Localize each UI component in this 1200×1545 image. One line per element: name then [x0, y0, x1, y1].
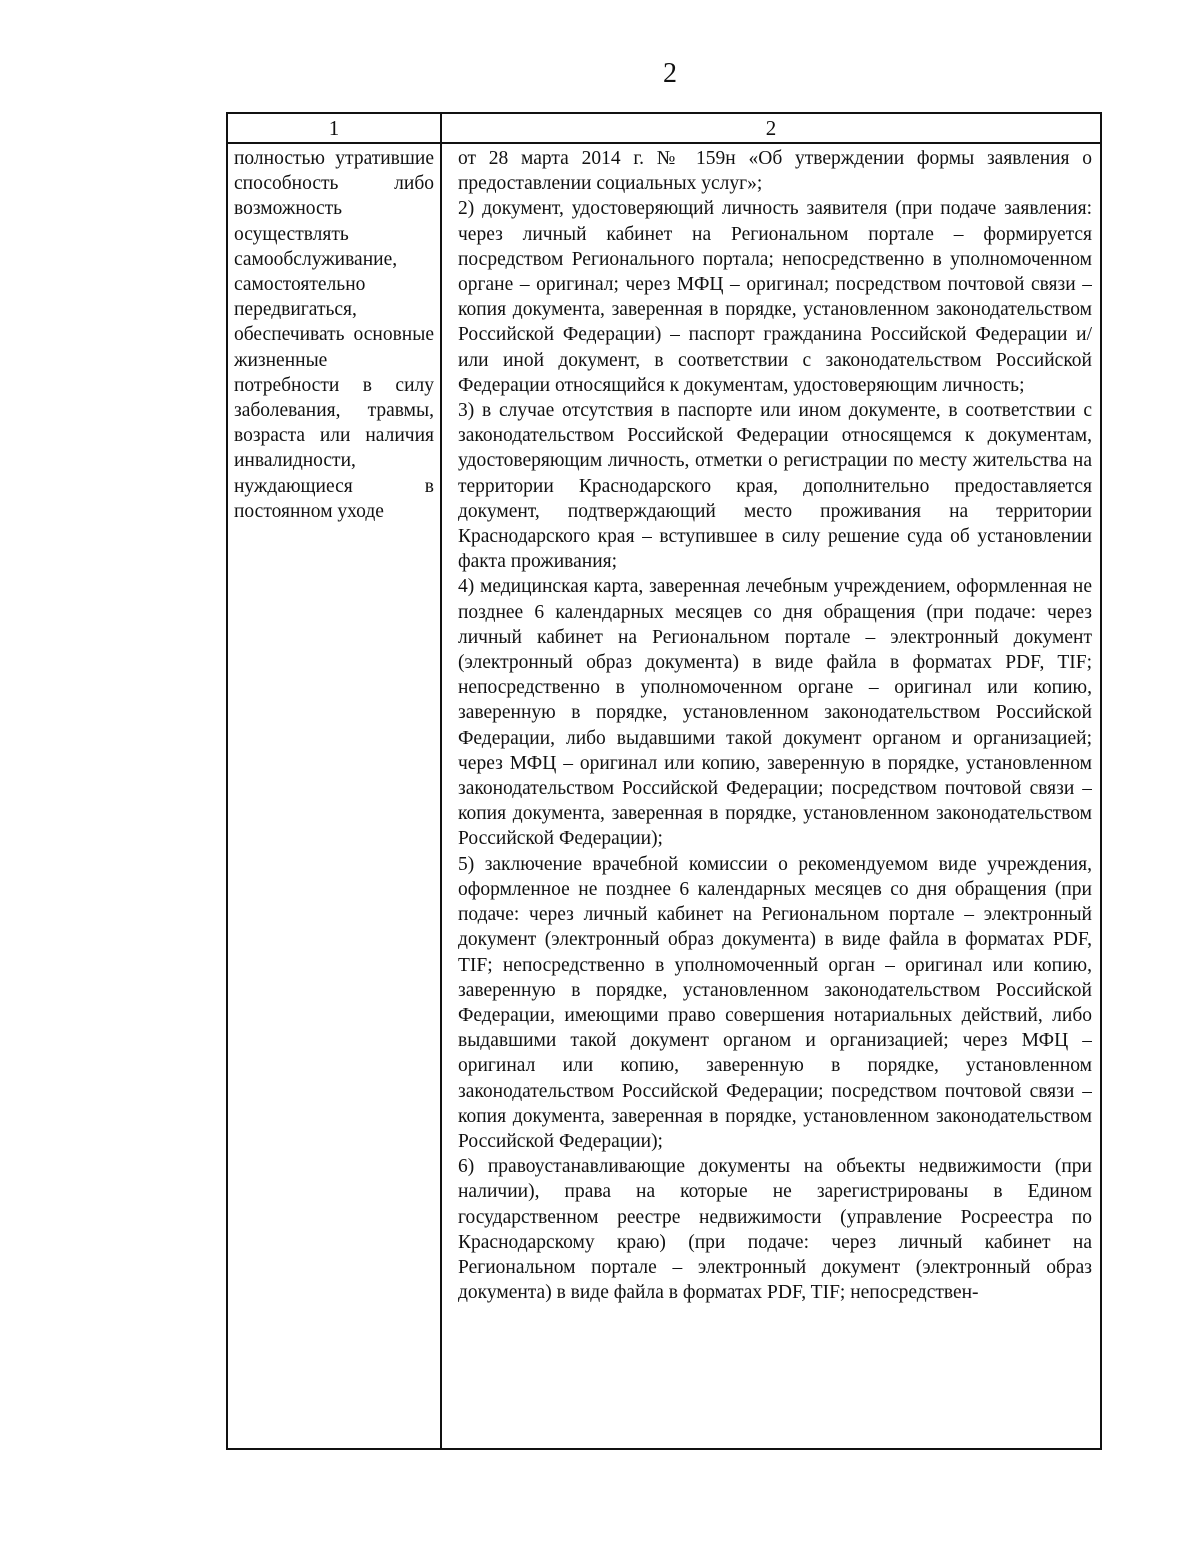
documents-list	[458, 146, 1092, 1448]
category-cell	[227, 143, 441, 1449]
documents-paragraph: 2) документ, удостоверяющий личность заявителя (при подаче заявления: через личный кабинет на Региональном портале – формируется посредством Регионального портала; непосредственно в уполномоченном органе – оригинал; через МФЦ – оригинал; посредством почтовой связи – копия документа, заверенная в порядке, установленном законодательством Российской Федерации) – паспорт гражданина Российской Федерации и/или иной документ, в соответствии с законодательством Российской Федерации относящийся к документам, удостоверяющим личность;	[458, 198, 1092, 396]
documents-paragraph: 4) медицинская карта, заверенная лечебным учреждением, оформленная не позднее 6 календарных месяцев со дня обращения (при подаче: через личный кабинет на Региональном портале – электронный документ (электронный образ документа) в виде файла в форматах PDF, TIF; непосредственно в уполномоченном органе – оригинал или копию, заверенную в порядке, установленном законодательством Российской Федерации, либо выдавшими такой документ органом и организацией; через МФЦ – оригинал или копию, заверенную в порядке, установленном законодательством Российской Федерации; посредством почтовой связи – копия документа, заверенная в порядке, установленном законодательством Российской Федерации);	[458, 576, 1092, 850]
column-header-1: 1	[227, 113, 441, 143]
category-text: полностью утратившие способность либо возможность осуществлять самообслуживание, самостоятельно передвигаться, обеспечивать основные жизненные потребности в силу заболевания, травмы, возраста или наличия инвалидности, нуждающиеся в постоянном уходе	[234, 148, 434, 522]
column-header-2: 2	[441, 113, 1101, 143]
documents-paragraph: от 28 марта 2014 г. № 159н «Об утверждении формы заявления о предоставлении социальных услуг»;	[458, 148, 1092, 195]
document-table	[226, 112, 1102, 1450]
documents-paragraph: 6) правоустанавливающие документы на объекты недвижимости (при наличии), права на которые не зарегистрированы в Едином государственном реестре недвижимости (управление Росреестра по Краснодарскому краю) (при подаче: через личный кабинет на Региональном портале – электронный документ (электронный образ документа) в виде файла в форматах PDF, TIF; непосредствен-	[458, 1156, 1092, 1304]
documents-paragraph: 5) заключение врачебной комиссии о рекомендуемом виде учреждения, оформленное не позднее 6 календарных месяцев со дня обращения (при подаче: через личный кабинет на Региональном портале – электронный документ (электронный образ документа) в виде файла в форматах PDF, TIF; непосредственно в уполномоченный орган – оригинал или копию, заверенную в порядке, установленном законодательством Российской Федерации, имеющими право совершения нотариальных действий, либо выдавшими такой документ органом и организацией; через МФЦ – оригинал или копию, заверенную в порядке, установленном законодательством Российской Федерации; посредством почтовой связи – копия документа, заверенная в порядке, установленном законодательством Российской Федерации);	[458, 853, 1092, 1152]
documents-cell	[441, 143, 1101, 1449]
page-number: 2	[663, 58, 677, 89]
documents-paragraph: 3) в случае отсутствия в паспорте или ином документе, в соответствии с законодательством Российской Федерации относящемся к документам, удостоверяющим личность, отметки о регистрации по месту жительства на территории Краснодарского края, дополнительно предоставляется документ, подтверждающий место проживания на территории Краснодарского края – вступившее в силу решение суда об установлении факта проживания;	[458, 400, 1092, 573]
table-header-row	[227, 113, 1101, 143]
table-row	[227, 143, 1101, 1449]
